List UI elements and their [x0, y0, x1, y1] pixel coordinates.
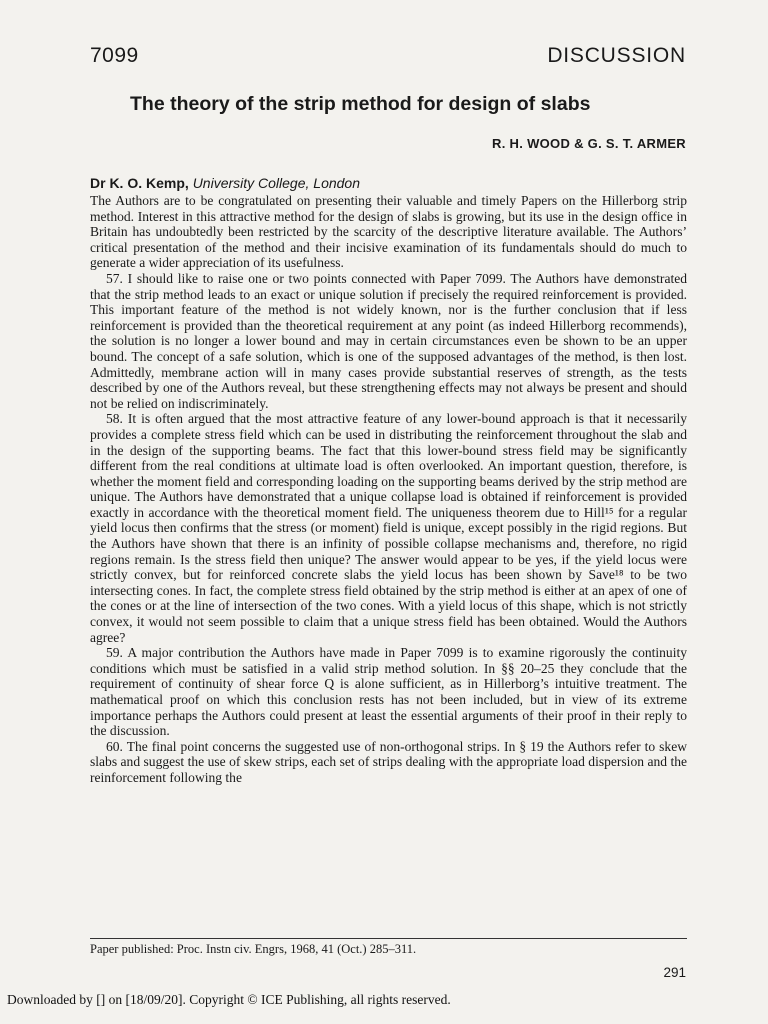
paper-title: The theory of the strip method for design of slabs: [130, 93, 591, 115]
paragraph-intro: The Authors are to be congratulated on presenting their valuable and timely Papers on the Hillerborg strip method. Interest in this attractive method for the design of slabs is growing, but its use in the design office in Britain has undoubtedly been restricted by the scarcity of the descriptive literature available. The Authors’ critical presentation of the method and their incisive examination of its fundamentals should do much to generate a wider appreciation of its usefulness.: [90, 193, 687, 271]
publication-footnote: Paper published: Proc. Instn civ. Engrs, 1968, 41 (Oct.) 285–311.: [90, 942, 417, 956]
paper-authors: R. H. WOOD & G. S. T. ARMER: [492, 136, 686, 151]
paper-number: 7099: [90, 44, 139, 67]
contributor-name: Dr K. O. Kemp,: [90, 175, 189, 191]
contributor-affiliation: University College, London: [192, 175, 361, 191]
section-heading: DISCUSSION: [547, 44, 686, 67]
paragraph-57: 57. I should like to raise one or two points connected with Paper 7099. The Authors have demonstrated that the strip method leads to an exact or unique solution if precisely the required reinforcement is provided. This important feature of the method is not widely known, nor is the further conclusion that if less reinforcement is provided than the theoretical requirement at any point (as indeed Hillerborg recommends), the solution is no longer a lower bound and may in certain circumstances even be shown to be an upper bound. The concept of a safe solution, which is one of the supposed advantages of the method, is then lost. Admittedly, membrane action will in many cases provide substantial reserves of strength, as the tests described by one of the Authors reveal, but these strengthening effects may not always be present and should not be relied on indiscriminately.: [90, 270, 688, 411]
paragraph-number: 58.: [106, 411, 123, 427]
contributor-line: [90, 175, 360, 191]
discussion-body: [90, 193, 687, 786]
paragraph-60: 60. The final point concerns the suggested use of non-orthogonal strips. In § 19 the Authors refer to skew slabs and suggest the use of skew strips, each set of strips dealing with the appropriate load dispersion and the reinforcement following the: [90, 738, 687, 785]
paragraph-58: 58. It is often argued that the most attractive feature of any lower-bound approach is that it necessarily provides a complete stress field which can be used in distributing the reinforcement throughout the slab and in the design of the supporting beams. The fact that this lower-bound stress field may be significantly different from the real conditions at ultimate load is often overlooked. An important question, therefore, is whether the moment field and corresponding loading on the supporting beams derived by the strip method are unique. The Authors have demonstrated that a unique collapse load is obtained if reinforcement is provided exactly in accordance with the theoretical moment field. The uniqueness theorem due to Hill¹⁵ for a regular yield locus then confirms that the stress (or moment) field is unique, except possibly in the rigid regions. But the Authors have shown that there is an infinity of possible collapse mechanisms and, therefore, no rigid regions remain. Is the stress field then unique? The answer would appear to be yes, if the yield locus were strictly convex, but for reinforced concrete slabs the yield locus has been shown by Save¹⁸ to be two intersecting cones. In fact, the complete stress field obtained by the strip method is either at an apex of one of the cones or at the line of intersection of the two cones. With a yield locus of this shape, which is not strictly convex, it would not seem possible to claim that a unique stress field has been obtained. Would the Authors agree?: [90, 411, 688, 645]
footnote-divider: [90, 938, 687, 939]
paragraph-number: 59.: [106, 645, 123, 661]
download-notice: Downloaded by [] on [18/09/20]. Copyright © ICE Publishing, all rights reserved.: [7, 992, 451, 1007]
paragraph-59: 59. A major contribution the Authors have made in Paper 7099 is to examine rigorously the continuity conditions which must be satisfied in a valid strip method solution. In §§ 20–25 they conclude that the requirement of continuity of shear force Q is alone sufficient, as in Hillerborg’s intuitive treatment. The mathematical proof on which this conclusion rests has not been included, but in view of its extreme importance perhaps the Authors could present at least the essential arguments of their proof in their reply to the discussion.: [90, 645, 688, 739]
paragraph-number: 57.: [106, 270, 123, 286]
page-number: 291: [663, 965, 686, 980]
paragraph-number: 60.: [106, 738, 123, 754]
